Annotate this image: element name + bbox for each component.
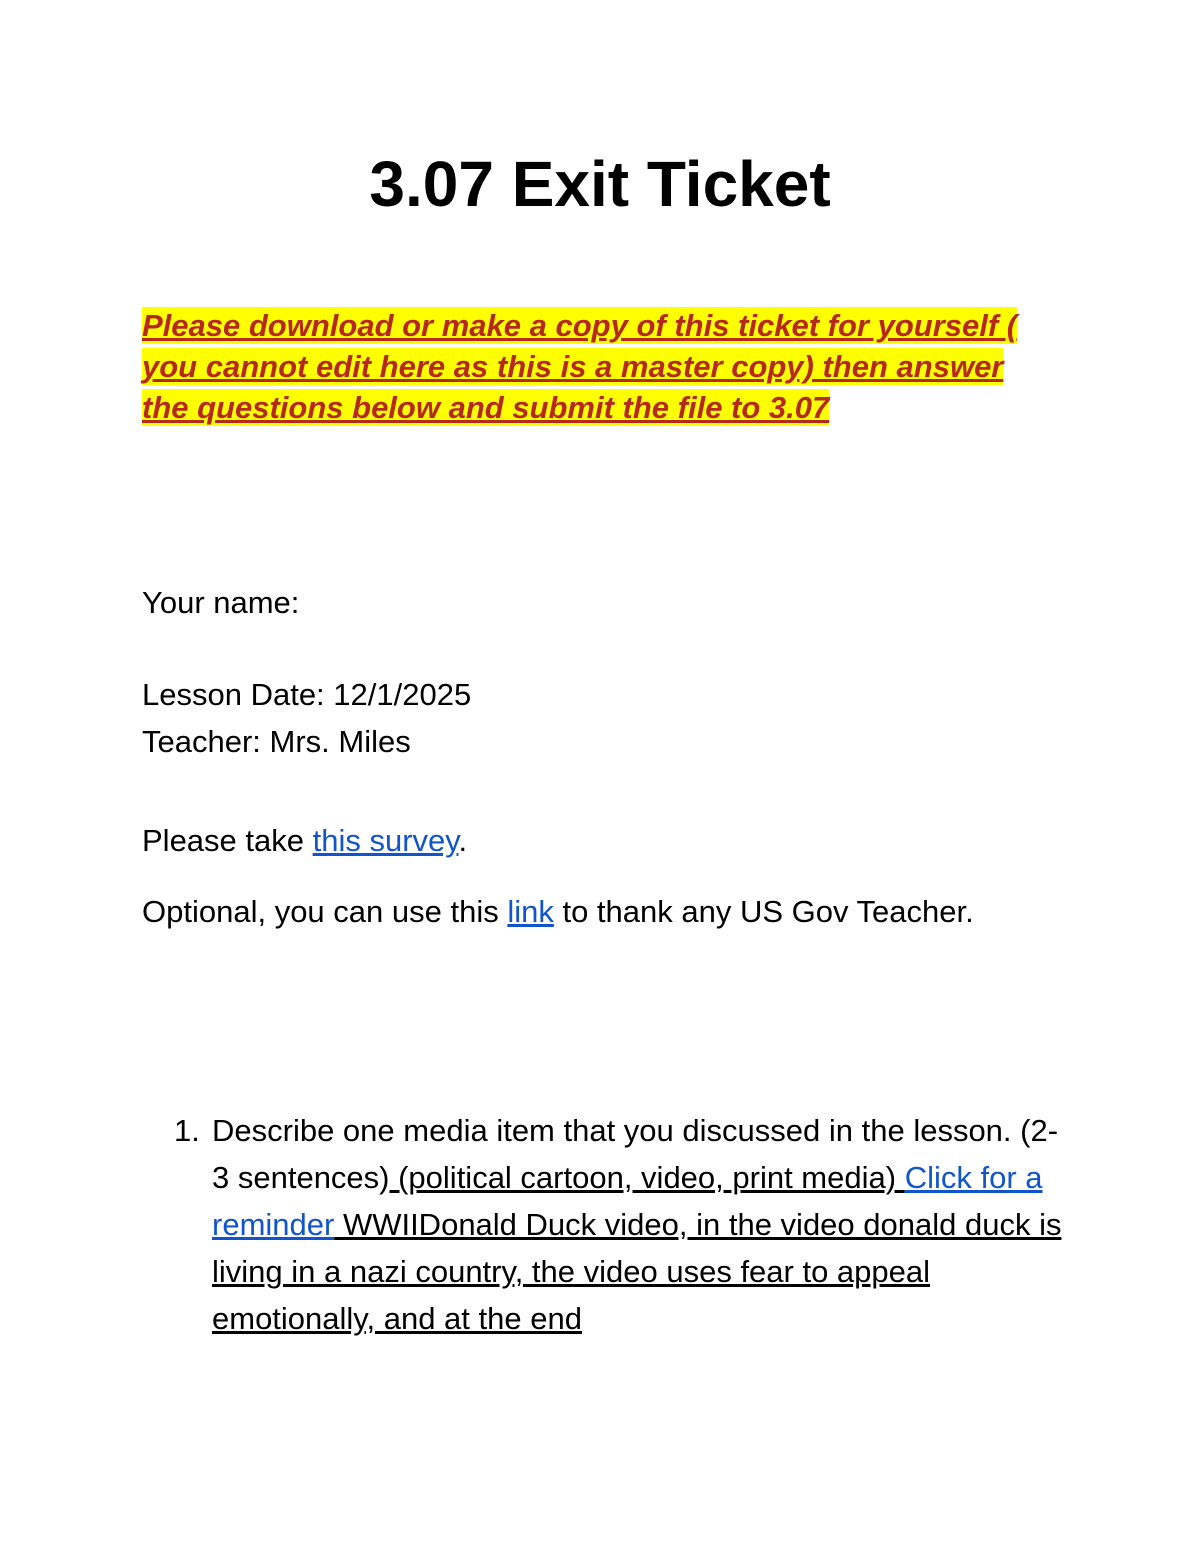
name-field-label: Your name:: [142, 585, 300, 620]
reminder-link[interactable]: Click for a reminder: [212, 1160, 1043, 1242]
question-body: [212, 1107, 1067, 1342]
question-item: [174, 1107, 1074, 1342]
thank-teacher-link[interactable]: link: [507, 894, 554, 929]
teacher-name: Teacher: Mrs. Miles: [142, 724, 411, 759]
question-number: 1.: [174, 1113, 200, 1148]
question-hint: (political cartoon, video, print media): [389, 1160, 905, 1195]
lesson-date: Lesson Date: 12/1/2025: [142, 677, 472, 712]
optional-thanks-line: [142, 891, 1002, 932]
optional-prefix: Optional, you can use this: [142, 894, 508, 929]
survey-prefix: Please take: [142, 823, 313, 858]
page-title: 3.07 Exit Ticket: [369, 148, 831, 220]
survey-link[interactable]: this survey: [312, 823, 459, 858]
instructions-notice: [142, 305, 1042, 428]
optional-suffix: to thank any US Gov Teacher.: [553, 894, 974, 929]
survey-suffix: .: [458, 823, 468, 858]
student-answer[interactable]: WWIIDonald Duck video, in the video donald duck is living in a nazi country, the video uses fear to appeal emotionally, and at the end: [212, 1207, 1062, 1336]
highlighted-notice-text: Please download or make a copy of this ticket for yourself ( you cannot edit here as this is a master copy) then answer the questions below and submit the file to 3.07: [142, 308, 1018, 425]
survey-line: [142, 821, 467, 861]
question-prompt: Describe one media item that you discussed in the lesson. (2-3 sentences): [212, 1113, 1059, 1195]
